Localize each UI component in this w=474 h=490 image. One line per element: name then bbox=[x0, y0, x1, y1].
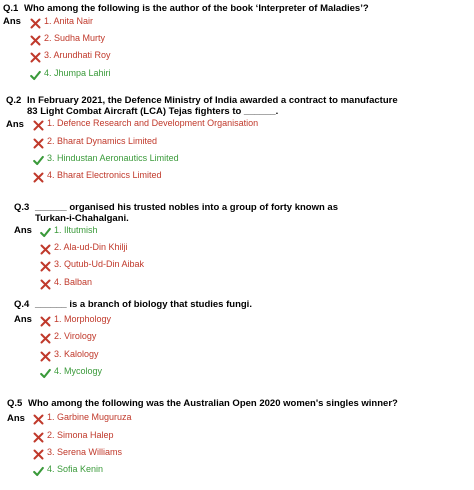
option-4 bbox=[33, 463, 103, 475]
option-text: 3. Serena Williams bbox=[47, 446, 123, 457]
cross-icon bbox=[33, 118, 44, 129]
option-3 bbox=[33, 152, 179, 164]
cross-icon bbox=[33, 430, 44, 441]
option-1 bbox=[33, 117, 258, 129]
check-icon bbox=[33, 464, 44, 475]
option-text: 1. Morphology bbox=[54, 313, 112, 324]
option-text: 2. Virology bbox=[54, 330, 97, 341]
cross-icon bbox=[33, 170, 44, 181]
option-3 bbox=[30, 49, 111, 61]
option-text: 1. Defence Research and Development Organisation bbox=[47, 117, 259, 128]
option-text: 1. Anita Nair bbox=[44, 15, 94, 26]
question-number: Q.3 bbox=[14, 202, 30, 213]
cross-icon bbox=[33, 447, 44, 458]
question-number: Q.4 bbox=[14, 299, 30, 310]
cross-icon bbox=[40, 242, 51, 253]
option-2 bbox=[30, 32, 105, 44]
cross-icon bbox=[30, 33, 41, 44]
option-text: 3. Hindustan Aeronautics Limited bbox=[47, 152, 179, 163]
option-4 bbox=[40, 276, 92, 288]
option-3 bbox=[40, 258, 144, 270]
option-text: 1. Iltutmish bbox=[54, 224, 98, 235]
cross-icon bbox=[40, 277, 51, 288]
option-1 bbox=[33, 411, 132, 423]
check-icon bbox=[30, 68, 41, 79]
option-text: 3. Kalology bbox=[54, 348, 99, 359]
option-4 bbox=[30, 67, 111, 79]
cross-icon bbox=[30, 16, 41, 27]
answer-label: Ans bbox=[14, 225, 32, 236]
cross-icon bbox=[33, 136, 44, 147]
option-2 bbox=[40, 330, 96, 342]
cross-icon bbox=[30, 50, 41, 61]
option-text: 4. Bharat Electronics Limited bbox=[47, 169, 162, 180]
check-icon bbox=[40, 225, 51, 236]
cross-icon bbox=[40, 314, 51, 325]
check-icon bbox=[33, 153, 44, 164]
check-icon bbox=[40, 366, 51, 377]
cross-icon bbox=[40, 259, 51, 270]
answer-label: Ans bbox=[7, 413, 25, 424]
question-text: ______ organised his trusted nobles into a group of forty known as Turkan-i-Chahalgani. bbox=[35, 202, 338, 224]
answer-label: Ans bbox=[6, 119, 24, 130]
option-4 bbox=[33, 169, 162, 181]
question-number: Q.2 bbox=[6, 95, 22, 106]
option-text: 2. Simona Halep bbox=[47, 429, 114, 440]
option-text: 2. Sudha Murty bbox=[44, 32, 106, 43]
question-number: Q.1 bbox=[3, 3, 19, 14]
option-2 bbox=[40, 241, 128, 253]
question-text: ______ is a branch of biology that studies fungi. bbox=[35, 299, 252, 310]
cross-icon bbox=[40, 331, 51, 342]
question-text: Who among the following was the Australian Open 2020 women's singles winner? bbox=[28, 398, 398, 409]
cross-icon bbox=[33, 412, 44, 423]
question-number: Q.5 bbox=[7, 398, 23, 409]
answer-label: Ans bbox=[14, 314, 32, 325]
option-text: 1. Garbine Muguruza bbox=[47, 411, 132, 422]
option-text: 4. Sofia Kenin bbox=[47, 463, 104, 474]
option-text: 4. Balban bbox=[54, 276, 93, 287]
answer-label: Ans bbox=[3, 16, 21, 27]
option-text: 4. Jhumpa Lahiri bbox=[44, 67, 111, 78]
option-text: 3. Arundhati Roy bbox=[44, 49, 111, 60]
option-1 bbox=[30, 15, 93, 27]
option-3 bbox=[33, 446, 122, 458]
option-text: 4. Mycology bbox=[54, 365, 103, 376]
option-text: 3. Qutub-Ud-Din Aibak bbox=[54, 258, 145, 269]
option-1 bbox=[40, 313, 111, 325]
option-2 bbox=[33, 135, 157, 147]
option-3 bbox=[40, 348, 99, 360]
cross-icon bbox=[40, 349, 51, 360]
option-1 bbox=[40, 224, 98, 236]
question-text: In February 2021, the Defence Ministry of India awarded a contract to manufacture 83 Light Combat Aircraft (LCA) Tejas fighters to ______. bbox=[27, 95, 398, 117]
option-text: 2. Bharat Dynamics Limited bbox=[47, 135, 158, 146]
option-text: 2. Ala-ud-Din Khilji bbox=[54, 241, 128, 252]
question-text: Who among the following is the author of the book ‘Interpreter of Maladies’? bbox=[24, 3, 369, 14]
option-2 bbox=[33, 429, 114, 441]
option-4 bbox=[40, 365, 102, 377]
